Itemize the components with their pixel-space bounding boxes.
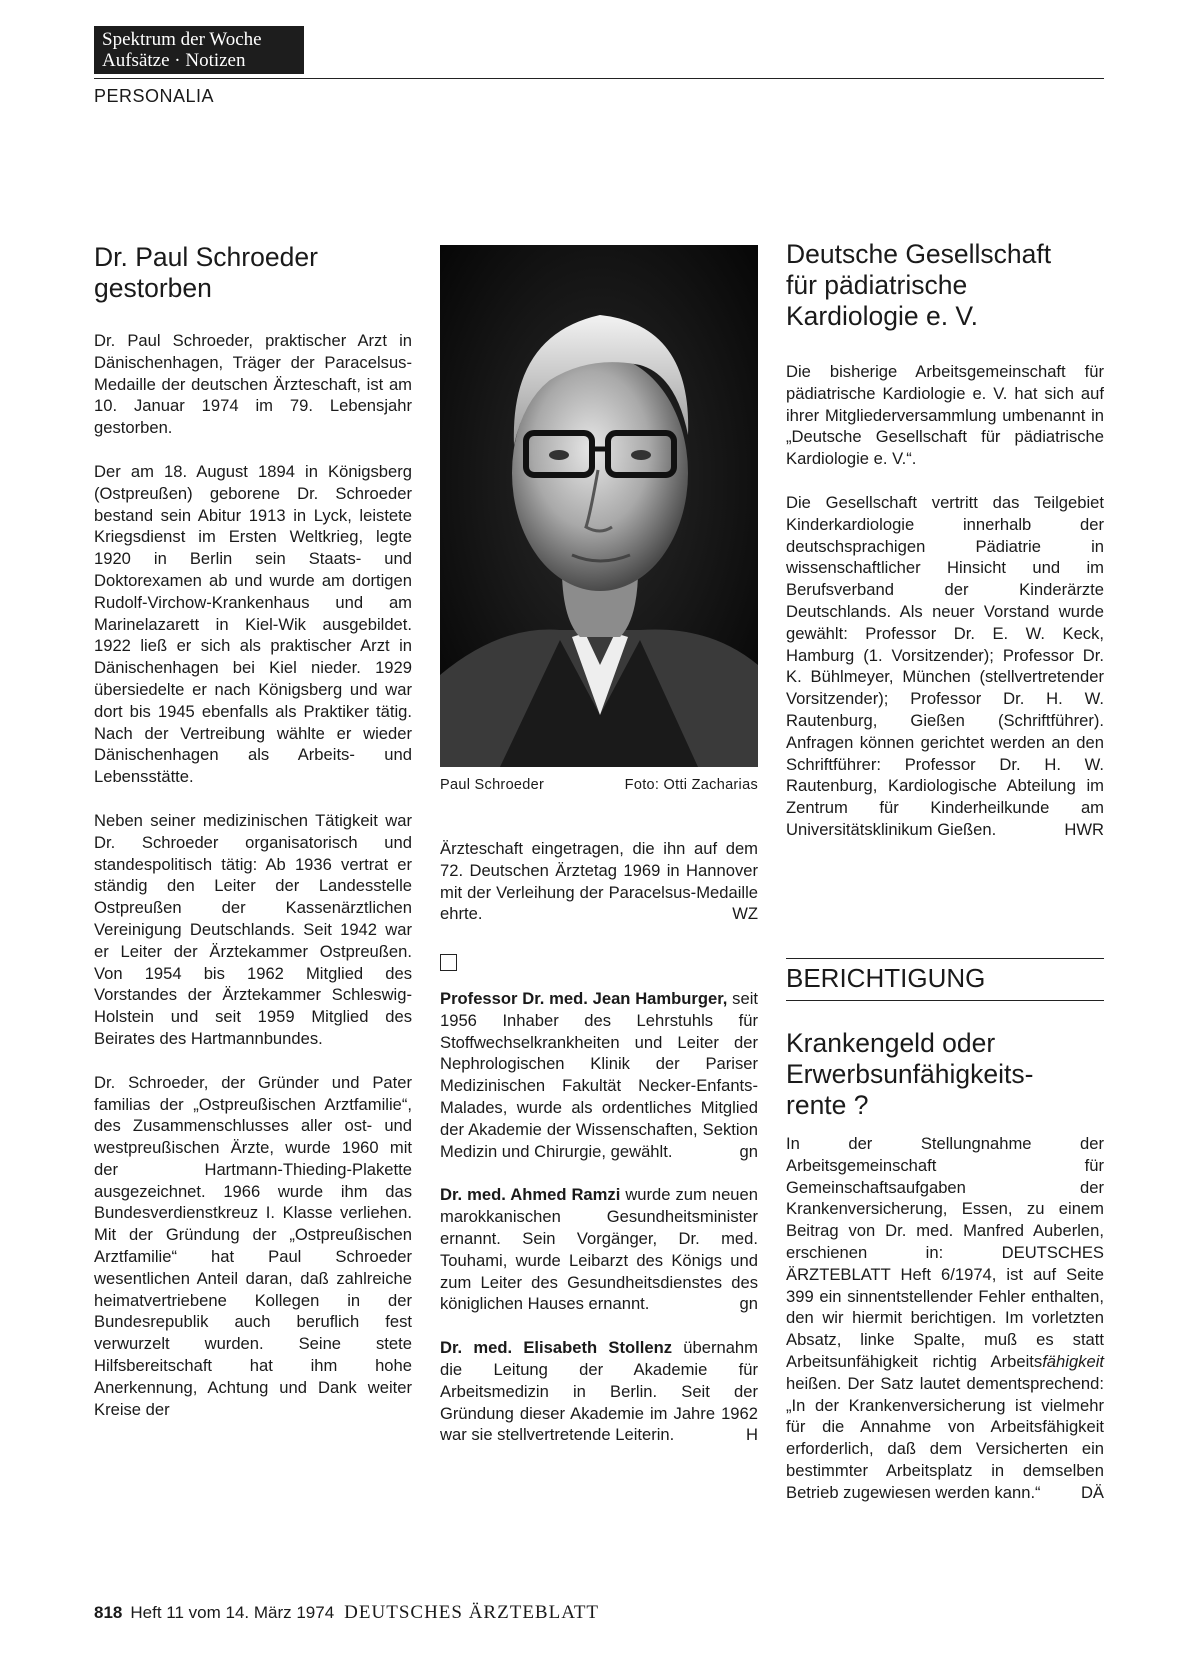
notice-text: wurde zum neuen marokkanischen Gesundheitsminister ernannt. Sein Vorgänger, Dr. med. Touhami, wurde Leibarzt des Königs und zum Leiter des Gesundheitsdienstes des königlichen Hauses ernannt. bbox=[440, 1185, 758, 1314]
berichtigung-text-a: In der Stellungnahme der Arbeitsgemeinschaft für Gemeinschaftsaufgaben der Krankenversicherung, Essen, zu einem Beitrag von Dr. med. Manfred Auberlen, erschienen in: DEUTSCHES ÄRZTEBLATT Heft 6/1974, ist auf Seite 399 ein sinnentstellender Fehler enthalten, den wir hiermit berichtigen. Im vorletzten Absatz, linke Spalte, muß es statt Arbeitsunfähigkeit richtig Arbeits bbox=[786, 1134, 1104, 1371]
article1-paragraph: Dr. Paul Schroeder, praktischer Arzt in Dänischenhagen, Träger der Paracelsus-Medaille der deutschen Ärzteschaft, ist am 10. Januar 1974 im 79. Lebensjahr gestorben. bbox=[94, 331, 412, 438]
article1-paragraph: Neben seiner medizinischen Tätigkeit war Dr. Schroeder organisatorisch und standespolitisch tätig: Ab 1936 vertrat er ständig den Leiter der Landesstelle Ostpreußen der Kassenärztlichen Vereinigung Deutschlands. Seit 1942 war er Leiter der Ärztekammer Ostpreußen. Von 1954 bis 1962 Mitglied des Vorstandes der Ärztekammer Schleswig-Holstein und seit 1959 Mitglied des Beirates des Hartmannbundes. bbox=[94, 810, 412, 1048]
masthead-line-2: Aufsätze · Notizen bbox=[102, 50, 246, 71]
berichtigung-emphasis: fähigkeit bbox=[1042, 1351, 1104, 1371]
article1-continuation-text: Ärzteschaft eingetragen, die ihn auf dem 72. Deutschen Ärztetag 1969 in Hannover mit der Verleihung der Paracelsus-Medaille ehrte. bbox=[440, 839, 758, 924]
notice-name: Professor Dr. med. Jean Hamburger, bbox=[440, 989, 728, 1008]
issue-info: Heft 11 vom 14. März 1974 bbox=[130, 1603, 335, 1622]
notice-signature: H bbox=[746, 1425, 758, 1445]
article1-headline-line2: gestorben bbox=[94, 273, 212, 303]
berichtigung-text-b: heißen. Der Satz lautet dementsprechend: „In der Krankenversicherung ist vielmehr für die Annahme von Arbeitsfähigkeit erforderlich, daß dem Versicherten ein bestimmter Arbeitsplatz in demselben Betrieb zugewiesen werden kann.“ bbox=[786, 1373, 1104, 1502]
berichtigung-headline bbox=[786, 1028, 1116, 1121]
article1-headline-line1: Dr. Paul Schroeder bbox=[94, 242, 318, 272]
article1-paragraph: Dr. Schroeder, der Gründer und Pater familias der „Ostpreußischen Arztfamilie“, des Zusammenschlusses aller ost- und westpreußischen Ärzte, wurde 1960 mit der Hartmann-Thieding-Plakette ausgezeichnet. 1966 wurde ihm das Bundesverdienstkreuz I. Klasse verliehen. Mit der Gründung der „Ostpreußischen Arztfamilie“ hat Paul Schroeder wesentlichen Anteil daran, daß zahlreiche heimatvertriebene Kollegen in der Bundesrepublik auch beruflich fest verwurzelt wurden. Seine stete Hilfsbereitschaft hat ihm hohe Anerkennung, Achtung und Dank weiter Kreise der bbox=[94, 1072, 412, 1419]
berichtigung-label: BERICHTIGUNG bbox=[786, 963, 986, 993]
berichtigung-signature: DÄ bbox=[1080, 1482, 1104, 1502]
page-number: 818 bbox=[94, 1603, 123, 1622]
notice-text: übernahm die Leitung der Akademie für Arbeitsmedizin in Berlin. Seit der Gründung dieser Akademie im Jahre 1962 war sie stellvertretende Leiterin. bbox=[440, 1338, 758, 1445]
section-label: PERSONALIA bbox=[94, 86, 215, 106]
top-rule bbox=[94, 78, 1104, 79]
article2-headline bbox=[786, 239, 1116, 332]
masthead-line-1: Spektrum der Woche bbox=[102, 29, 262, 50]
article1-body bbox=[94, 330, 412, 1420]
article2-body bbox=[786, 361, 1104, 841]
article2-paragraph-text: Die Gesellschaft vertritt das Teilgebiet Kinderkardiologie innerhalb der deutschsprachigen Pädiatrie in wissenschaftlicher Hinsicht und im Berufsverband der Kinderärzte Deutschlands. Als neuer Vorstand wurde gewählt: Professor Dr. E. W. Keck, Hamburg (1. Vorsitzender); Professor Dr. K. Bühlmeyer, München (stellvertretender Vorsitzender); Professor Dr. H. W. Rautenburg, Gießen (Schriftführer). Anfragen können gerichtet werden an den Schriftführer: Professor Dr. H. W. Rautenburg, Kardiologische Abteilung im Zentrum für Kinderheilkunde am Universitätsklinikum Gießen. bbox=[786, 492, 1104, 839]
end-mark-box-icon bbox=[440, 954, 457, 971]
article2-headline-line1: Deutsche Gesellschaft bbox=[786, 239, 1052, 269]
article1-signature: WZ bbox=[732, 904, 758, 924]
article1-paragraph: Der am 18. August 1894 in Königsberg (Ostpreußen) geborene Dr. Schroeder bestand sein Abitur 1913 in Lyck, leistete Kriegsdienst im Ersten Weltkrieg, legte 1920 in Berlin sein Staats- und Doktorexamen ab und wurde am dortigen Rudolf-Virchow-Krankenhaus und am Marinelazarett in Kiel-Wik ausgebildet. 1922 ließ er sich als praktischer Arzt in Dänischenhagen bei Kiel nieder. 1929 übersiedelte er nach Königsberg und war dort bis 1945 ebenfalls als Praktiker tätig. Nach der Vertreibung wählte er wieder Dänischenhagen als Arbeits- und Lebensstätte. bbox=[94, 461, 412, 787]
photo-caption bbox=[440, 777, 758, 793]
portrait-illustration bbox=[440, 245, 758, 767]
notice-signature: gn bbox=[739, 1294, 758, 1314]
page-footer bbox=[94, 1602, 599, 1624]
notice-text: seit 1956 Inhaber des Lehrstuhls für Stoffwechselkrankheiten und Leiter der Nephrologischen Klinik der Pariser Medizinischen Fakultät Necker-Enfants-Malades, wurde als ordentliches Mitglied der Akademie der Wissenschaften, Sektion Medizin und Chirurgie, gewählt. bbox=[440, 989, 759, 1161]
article2-signature: HWR bbox=[1064, 819, 1104, 839]
article2-paragraph bbox=[786, 492, 1104, 841]
caption-credit: Foto: Otti Zacharias bbox=[624, 777, 758, 793]
masthead-box bbox=[94, 26, 304, 74]
berichtigung-headline-line1: Krankengeld oder bbox=[786, 1028, 996, 1058]
notice-paragraph bbox=[440, 988, 758, 1162]
article2-headline-line3: Kardiologie e. V. bbox=[786, 301, 979, 331]
article2-paragraph: Die bisherige Arbeitsgemeinschaft für pädiatrische Kardiologie e. V. hat sich auf ihrer Mitgliederversammlung umbenannt in „Deutsche Gesellschaft für pädiatrische Kardiologie e. V.“. bbox=[786, 362, 1104, 469]
notice-signature: gn bbox=[739, 1141, 758, 1161]
portrait-photo bbox=[440, 245, 758, 767]
caption-name: Paul Schroeder bbox=[440, 777, 545, 793]
berichtigung-top-rule bbox=[786, 958, 1104, 959]
article1-headline bbox=[94, 242, 424, 304]
column-2-body bbox=[440, 838, 758, 925]
berichtigung-paragraph bbox=[786, 1133, 1104, 1504]
notices-body bbox=[440, 988, 758, 1446]
berichtigung-headline-line3: rente ? bbox=[786, 1090, 869, 1120]
notice-paragraph bbox=[440, 1337, 758, 1446]
journal-name: DEUTSCHES ÄRZTEBLATT bbox=[344, 1602, 600, 1623]
article1-continuation bbox=[440, 838, 758, 925]
berichtigung-bottom-rule bbox=[786, 1000, 1104, 1001]
notice-name: Dr. med. Elisabeth Stollenz bbox=[440, 1338, 673, 1358]
berichtigung-headline-line2: Erwerbsunfähigkeits- bbox=[786, 1059, 1034, 1089]
berichtigung-body bbox=[786, 1133, 1104, 1504]
notice-paragraph bbox=[440, 1184, 758, 1315]
article2-headline-line2: für pädiatrische bbox=[786, 270, 968, 300]
notice-name: Dr. med. Ahmed Ramzi bbox=[440, 1185, 621, 1205]
